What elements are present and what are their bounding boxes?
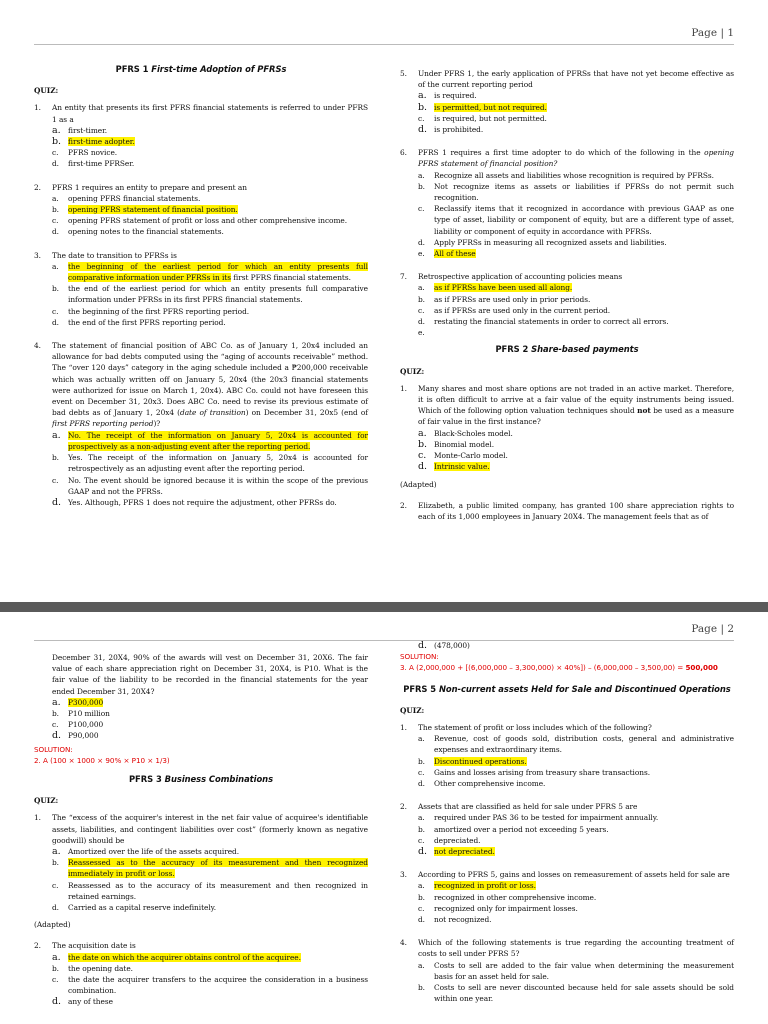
left-column (34, 652, 368, 1020)
solution-label: SOLUTION: (34, 744, 73, 754)
highlighted-answer: P300,000 (68, 697, 104, 707)
question-6: 6. PFRS 1 requires a first time adopter to do which of the following in the opening PFRS statement of financial position? a. Recognize all assets and liabilities whose recognition is required by PFRSs. b. Not recognize items as assets or liabilities if PFRSs do not permit such recognition. c. Reclassify items that it recognized in accordance with previous GAAP as one type of asset, liability or component of equity, but are a different type of asset, liability or component of equity in accordance with PFRSs. d. Apply PFRSs in measuring all recognized assets and liabilities. e. All of these (400, 148, 734, 259)
carryover-option: d. (478,000) (418, 640, 470, 651)
page-2 (0, 612, 768, 1024)
left-column (34, 62, 368, 520)
quiz-label: QUIZ: (34, 86, 59, 96)
highlighted-answer: Reassessed as to the accuracy of its measurement and then recognized immediately in profit or loss. (68, 858, 368, 879)
right-column (400, 640, 734, 1016)
solution-text: 2. A (100 × 1000 × 90% × P10 × 1/3) (34, 755, 170, 765)
section-title-pfrs5: PFRS 5 Non-current assets Held for Sale and Discontinued Operations (403, 683, 731, 694)
question-1: 1. An entity that presents its first PFRS financial statements is referred to under PFRS 1 as a a. first-timer. b. first-time adopter. c. PFRS novice. d. first-time PFRSer. (34, 103, 368, 169)
pfrs5-question-1: 1. The statement of profit or loss includes which of the following? a. Revenue, cost of goods sold, distribution costs, general and administrative expenses and extraordinary items. b. Discontinued operations. c. Gains and losses arising from treasury share transactions. d. Other comprehensive income. (400, 723, 734, 789)
question-7: 7. Retrospective application of accounting policies means a. as if PFRSs have been used all along. b. as if PFRSs are used only in prior periods. c. as if PFRSs are used only in the current period. d. restating the financial statements in order to correct all errors. e. (400, 272, 669, 338)
solution-text: 3. A (2,000,000 + [(6,000,000 – 3,300,000) × 40%]) – (6,000,000 – 3,500,00) = 500,000 (400, 663, 718, 673)
quiz-label: QUIZ: (400, 705, 425, 715)
section-title-pfrs1: PFRS 1 First-time Adoption of PFRSs (115, 64, 287, 74)
highlighted-answer: as if PFRSs have been used all along. (434, 283, 573, 293)
pfrs5-question-3: 3. According to PFRS 5, gains and losses on remeasurement of assets held for sale are a. recognized in profit or loss. b. recognized in other comprehensive income. c. recognized only for impairment losses. d. not recognized. (400, 870, 730, 925)
highlighted-answer: first-time adopter. (68, 137, 135, 147)
highlighted-answer: Discontinued operations. (434, 756, 527, 766)
highlighted-answer: No. The receipt of the information on January 5, 20x4 is accounted for prospectively as a non-adjusting event after the reporting period. (68, 430, 368, 451)
section-title-pfrs3: PFRS 3 Business Combinations (128, 774, 274, 785)
pfrs5-question-2: 2. Assets that are classified as held for sale under PFRS 5 are a. required under PAS 36 to be tested for impairment annually. b. amortized over a period not exceeding 5 years. c. depreciated. d. not depreciated. (400, 802, 659, 858)
highlighted-answer: not depreciated. (434, 847, 495, 857)
adapted-note: (Adapted) (34, 920, 71, 930)
quiz-label: QUIZ: (400, 366, 425, 376)
highlighted-answer: Intrinsic value. (434, 462, 490, 472)
pfrs3-question-1: 1. The “excess of the acquirer's interest in the net fair value of acquiree's identifiable assets, liabilities, and contingent liabilities over cost” (formerly known as negative goodwill) should be a. Amortized over the life of the assets acquired. b. Reassessed as to the accuracy of its measurement and then recognized immediately in profit or loss. c. Reassessed as to the accuracy of its measurement and then recognized in retained earnings. d. Carried as a capital reserve indefinitely. (34, 813, 368, 913)
right-column (400, 68, 734, 534)
pfrs2-question-1: 1. Many shares and most share options are not traded in an active market. Therefore, it is often difficult to arrive at a fair value of the equity instruments being issued. Which of the following option valuation techniques should not be used as a measure of fair value in the first instance? a. Black-Scholes model. b. Binomial model. c. Monte-Carlo model. d. Intrinsic value. (400, 383, 735, 473)
page-number: Page | 2 (691, 623, 734, 635)
pfrs2-question-2: 2. Elizabeth, a public limited company, has granted 100 share appreciation rights to each of its 1,000 employees in January 20X4. The management feels that as of (400, 500, 734, 521)
question-4: 4. The statement of financial position of ABC Co. as of January 1, 20x4 included an allowance for bad debts computed using the “aging of accounts receivable” method. The “over 120 days” category in the aging schedule included a ₱200,000 receivable which was actually written off on January 5, 20x4 (the 20x3 financial statements were authorized for issue on March 1, 20x4). ABC Co. could not have foreseen this event on December 31, 20x3. Does ABC Co. need to revise its previous estimate of bad debts as of January 1, 20x4 (date of transition) on December 31, 20x5 (end of first PFRS reporting period)? a. No. The receipt of the information on January 5, 20x4 is accounted for prospectively as a non-adjusting event after the reporting period. b. Yes. The receipt of the information on January 5, 20x4 is accounted for retrospectively as an adjusting event after the reporting period. c. No. The event should be ignored because it is within the scope of the previous GAAP and not the PFRSs. d. Yes. Although, PFRS 1 does not require the adjustment, other PFRSs do. (34, 341, 368, 508)
highlighted-answer: the date on which the acquirer obtains control of the acquiree. (68, 952, 301, 962)
section-title-pfrs2: PFRS 2 Share-based payments (495, 344, 639, 355)
highlighted-answer: opening PFRS statement of financial position. (68, 205, 238, 215)
solution-block-2 (400, 651, 734, 673)
continued-options: a. P300,000 b. P10 million c. P100,000 d. P90,000 (52, 696, 110, 742)
pfrs3-question-2: 2. The acquisition date is a. the date on which the acquirer obtains control of the acquiree. b. the opening date. c. the date the acquirer transfers to the acquiree the consideration in a business combination. d. any of these (34, 941, 368, 1008)
adapted-note: (Adapted) (400, 479, 437, 489)
question-3: 3. The date to transition to PFRSs is a. the beginning of the earliest period for which an entity presents full comparative information under PFRSs in its first PFRS financial statements. b. the end of the earliest period for which an entity presents full comparative information under PFRSs in its first PFRS financial statements. c. the beginning of the first PFRS reporting period. d. the end of the first PFRS reporting period. (34, 250, 368, 327)
page-number: Page | 1 (691, 27, 734, 39)
question-2: 2. PFRS 1 requires an entity to prepare and present an a. opening PFRS financial statements. b. opening PFRS statement of financial position. c. opening PFRS statement of profit or loss and other comprehensive income. d. opening notes to the financial statements. (34, 182, 348, 237)
highlighted-answer: All of these (434, 249, 476, 259)
solution-block (34, 744, 368, 766)
highlighted-answer: is permitted, but not required. (434, 102, 547, 112)
highlighted-answer: the beginning of the earliest period for which an entity presents full comparative information under PFRSs in its (68, 261, 368, 283)
highlighted-answer: recognized in profit or loss. (434, 881, 536, 891)
question-5: 5. Under PFRS 1, the early application of PFRSs that have not yet become effective as of the current reporting period a. is required. b. is permitted, but not required. c. is required, but not permitted. d. is prohibited. (400, 69, 734, 136)
quiz-label: QUIZ: (34, 796, 59, 806)
pfrs5-question-4: 4. Which of the following statements is true regarding the accounting treatment of costs to sell under PFRS 5? a. Costs to sell are added to the fair value when determining the measurement basis for an asset held for sale. b. Costs to sell are never discounted because held for sale assets should be sold within one year. (400, 938, 734, 1004)
solution-label: SOLUTION: (400, 652, 439, 662)
header-rule (34, 44, 734, 45)
continued-question-text: December 31, 20X4, 90% of the awards will vest on December 31, 20X6. The fair value of each share appreciation right on December 31, 20X4, is P10. What is the fair value of the liability to be recorded in the financial statements for the year ended December 31, 20X4? (52, 653, 368, 696)
